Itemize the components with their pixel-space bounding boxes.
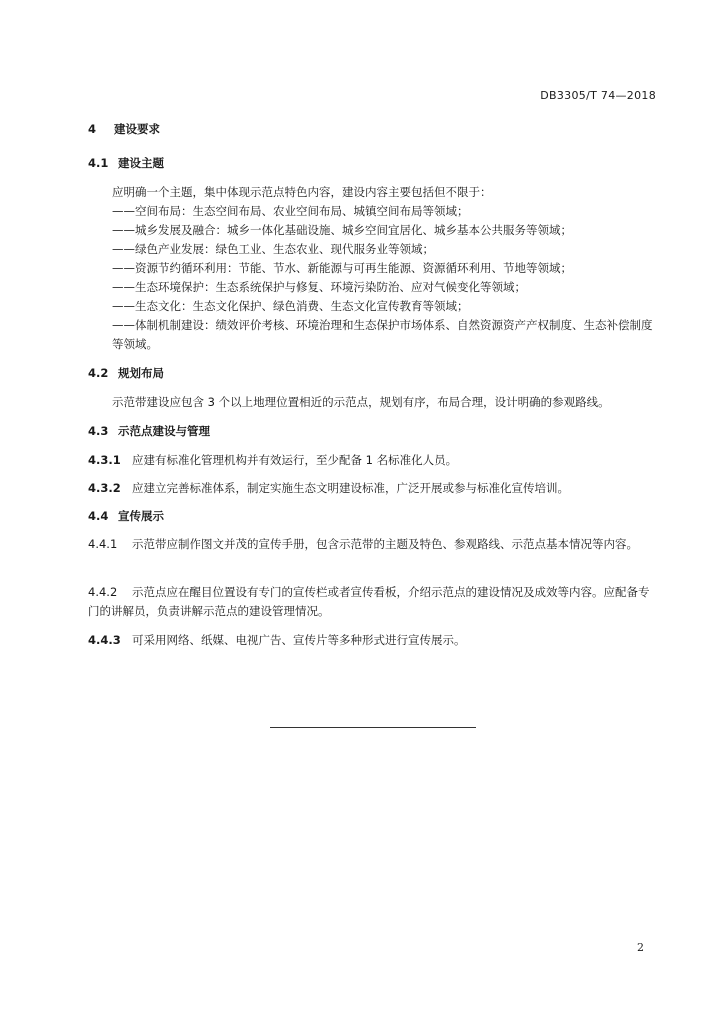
end-divider [270,727,476,728]
list-item: ——城乡发展及融合：城乡一体化基础设施、城乡空间宜居化、城乡基本公共服务等领域； [112,223,572,237]
section-4-heading [88,120,660,139]
list-item: ——生态环境保护：生态系统保护与修复、环境污染防治、应对气候变化等领域； [112,280,526,294]
clause-text: 可采用网络、纸媒、电视广告、宣传片等多种形式进行宣传展示。 [132,633,466,647]
clause-text: 示范带应制作图文并茂的宣传手册，包含示范带的主题及特色、参观路线、示范点基本情况等内容。 [132,537,638,551]
list-item: ——体制机制建设：绩效评价考核、环境治理和生态保护市场体系、自然资源资产产权制度、生态补偿制度等领域。 [112,318,653,351]
paragraph: 示范带建设应包含 3 个以上地理位置相近的示范点，规划有序，布局合理，设计明确的参观路线。 [112,395,610,409]
clause-4-4-1 [88,535,660,554]
section-number: 4.4 [88,509,109,523]
clause-text: 示范点应在醒目位置设有专门的宣传栏或者宣传看板，介绍示范点的建设情况及成效等内容。应配备专门的讲解员，负责讲解示范点的建设管理情况。 [88,585,650,618]
section-4-4-heading [88,507,660,526]
section-number: 4.1 [88,156,109,170]
section-number: 4 [88,122,97,136]
section-4-1-body [88,183,660,354]
list-item: ——绿色产业发展：绿色工业、生态农业、现代服务业等领域； [112,242,434,256]
clause-text: 应建有标准化管理机构并有效运行，至少配备 1 名标准化人员。 [132,453,458,467]
list-item: ——资源节约循环利用：节能、节水、新能源与可再生能源、资源循环利用、节地等领域； [112,261,572,275]
document-code: DB3305/T 74—2018 [540,89,656,102]
list-item: ——空间布局：生态空间布局、农业空间布局、城镇空间布局等领域； [112,204,469,218]
clause-4-3-1 [88,451,660,470]
section-4-3-heading [88,422,660,441]
clause-number: 4.3.1 [88,453,121,467]
clause-number: 4.4.1 [88,537,118,551]
clause-number: 4.4.2 [88,585,118,599]
section-4-2-heading [88,364,660,383]
page-number: 2 [637,941,644,954]
section-title: 规划布局 [118,366,164,380]
intro-paragraph: 应明确一个主题，集中体现示范点特色内容，建设内容主要包括但不限于： [112,185,492,199]
section-number: 4.3 [88,424,109,438]
section-title: 建设要求 [114,122,160,136]
clause-number: 4.3.2 [88,481,121,495]
section-4-1-heading [88,154,660,173]
clause-number: 4.4.3 [88,633,121,647]
section-title: 示范点建设与管理 [118,424,210,438]
clause-4-3-2 [88,479,660,498]
section-4-2-body [88,393,660,412]
clause-4-4-3 [88,631,660,650]
section-title: 建设主题 [118,156,164,170]
section-number: 4.2 [88,366,109,380]
clause-4-4-2 [88,583,660,621]
clause-text: 应建立完善标准体系，制定实施生态文明建设标准，广泛开展或参与标准化宣传培训。 [132,481,569,495]
section-title: 宣传展示 [118,509,164,523]
list-item: ——生态文化：生态文化保护、绿色消费、生态文化宣传教育等领域； [112,299,469,313]
